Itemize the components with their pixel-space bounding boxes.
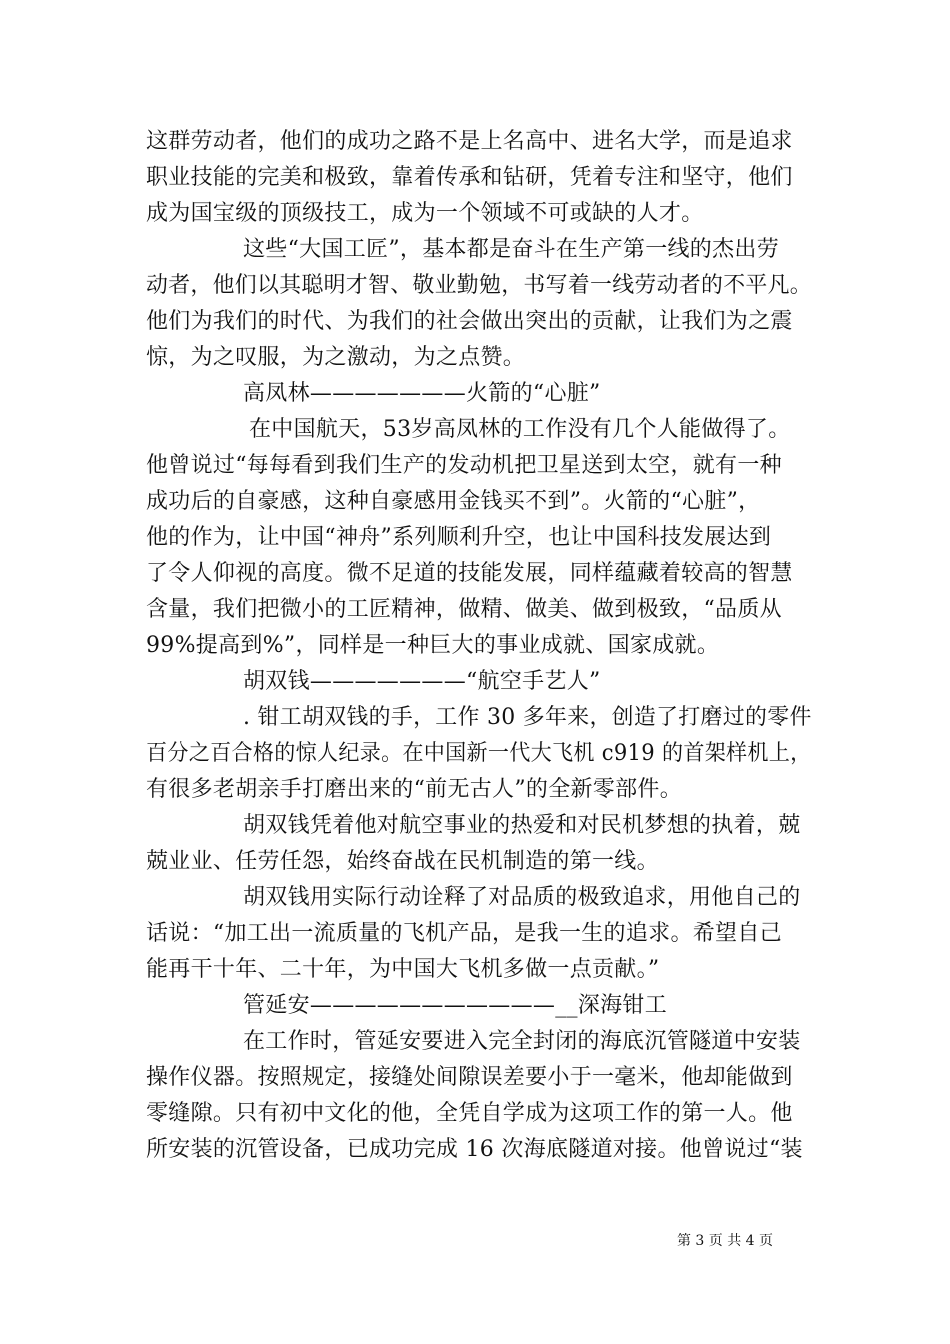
text-line: . 钳工胡双钱的手，工作 30 多年来，创造了打磨过的零件 xyxy=(243,705,812,730)
text-line: 99%提高到%”，同样是一种巨大的事业成就、国家成就。 xyxy=(146,633,720,658)
text-line: 兢业业、任劳任怨，始终奋战在民机制造的第一线。 xyxy=(146,849,659,874)
text-line: 成功后的自豪感，这种自豪感用金钱买不到”。火箭的“心脏”， xyxy=(146,489,761,514)
text-line: 他们为我们的时代、为我们的社会做出突出的贡献，让我们为之震 xyxy=(146,309,793,334)
page-number: 第 3 页 共 4 页 xyxy=(676,1233,774,1249)
text-line: 职业技能的完美和极致，靠着传承和钻研，凭着专注和坚守，他们 xyxy=(146,165,793,190)
text-line: 有很多老胡亲手打磨出来的“前无古人”的全新零部件。 xyxy=(146,777,682,802)
text-line: 能再干十年、二十年，为中国大飞机多做一点贡献。” xyxy=(146,957,660,982)
page-footer xyxy=(0,1232,950,1250)
text-line: 零缝隙。只有初中文化的他，全凭自学成为这项工作的第一人。他 xyxy=(146,1101,793,1126)
text-line: 百分之百合格的惊人纪录。在中国新一代大飞机 c919 的首架样机上， xyxy=(146,741,812,766)
text-line: 所安装的沉管设备，已成功完成 16 次海底隧道对接。他曾说过“装 xyxy=(146,1137,803,1162)
text-line: 他的作为，让中国“神舟”系列顺利升空，也让中国科技发展达到 xyxy=(146,525,772,550)
text-line: 了令人仰视的高度。微不足道的技能发展，同样蕴藏着较高的智慧 xyxy=(146,561,793,586)
text-line: 这群劳动者，他们的成功之路不是上名高中、进名大学，而是追求 xyxy=(146,129,793,154)
section-heading: 管延安———————————__深海钳工 xyxy=(243,993,668,1018)
text-line: 操作仪器。按照规定，接缝处间隙误差要小于一毫米，他却能做到 xyxy=(146,1065,793,1090)
text-line: 胡双钱用实际行动诠释了对品质的极致追求，用他自己的 xyxy=(243,885,801,910)
text-line: 含量，我们把微小的工匠精神，做精、做美、做到极致，“品质从 xyxy=(146,597,782,622)
text-line: 在工作时，管延安要进入完全封闭的海底沉管隧道中安装 xyxy=(243,1029,801,1054)
text-line: 惊，为之叹服，为之激动，为之点赞。 xyxy=(146,345,526,370)
text-line: 他曾说过“每每看到我们生产的发动机把卫星送到太空，就有一种 xyxy=(146,453,782,478)
section-heading: 高凤林———————火箭的“心脏” xyxy=(243,381,601,406)
text-line: 动者，他们以其聪明才智、敬业勤勉，书写着一线劳动者的不平凡。 xyxy=(146,273,813,298)
section-heading: 胡双钱———————“航空手艺人” xyxy=(243,669,601,694)
text-line: 话说：“加工出一流质量的飞机产品，是我一生的追求。希望自己 xyxy=(146,921,782,946)
text-line: 胡双钱凭着他对航空事业的热爱和对民机梦想的执着，兢 xyxy=(243,813,801,838)
text-line: 成为国宝级的顶级技工，成为一个领域不可或缺的人才。 xyxy=(146,201,704,226)
text-line: 这些“大国工匠”，基本都是奋斗在生产第一线的杰出劳 xyxy=(243,237,779,262)
text-line: 在中国航天，53岁高凤林的工作没有几个人能做得了。 xyxy=(249,417,791,442)
